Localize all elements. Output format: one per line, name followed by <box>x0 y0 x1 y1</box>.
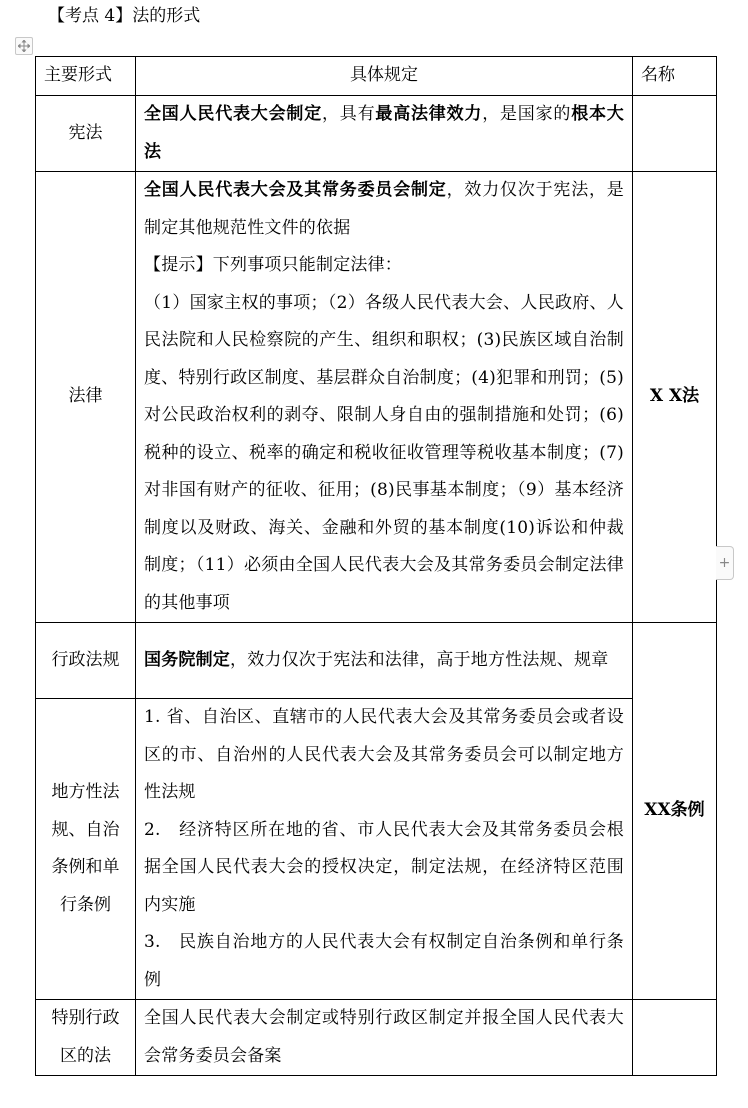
spec-bold: 全国人民代表大会制定 <box>144 104 322 124</box>
spec-cell <box>136 699 633 1000</box>
spec-items: （1）国家主权的事项；（2）各级人民代表大会、人民政府、人民法院和人民检察院的产生、组织和职权；(3)民族区域自治制度、特别行政区制度、基层群众自治制度；(4)犯罪和刑罚；(5)对公民政治权利的剥夺、限制人身自由的强制措施和处罚；(6)税种的设立、税率的确定和税收征收管理等税收基本制度；(7)对非国有财产的征收、征用；(8)民事基本制度；（9）基本经济制度以及财政、海关、金融和外贸的基本制度(10)诉讼和仲裁制度；（11）必须由全国人民代表大会及其常务委员会制定法律的其他事项 <box>144 292 624 613</box>
spec-tip: 【提示】下列事项只能制定法律： <box>144 255 402 275</box>
table-move-handle[interactable] <box>15 37 33 55</box>
form-cell: 行政法规 <box>36 623 136 699</box>
spec-text: ，效力仅次于宪法，是制定其他规范性文件的依据 <box>144 180 625 238</box>
table-row <box>36 96 717 172</box>
form-cell: 特别行政区的法 <box>36 1000 136 1076</box>
add-column-button[interactable] <box>716 546 734 580</box>
law-forms-table <box>35 56 717 1076</box>
plus-icon: + <box>718 555 731 571</box>
table-row <box>36 699 717 1000</box>
spec-bold: 最高法律效力 <box>375 104 483 124</box>
name-cell: X X法 <box>633 172 717 623</box>
name-cell: XX条例 <box>633 623 717 1000</box>
header-name: 名称 <box>633 57 717 96</box>
form-cell: 宪法 <box>36 96 136 172</box>
spec-cell <box>136 172 633 623</box>
spec-bold: 全国人民代表大会及其常务委员会制定 <box>144 180 447 200</box>
spec-cell: 全国人民代表大会制定或特别行政区制定并报全国人民代表大会常务委员会备案 <box>136 1000 633 1076</box>
spec-item: 1. 省、自治区、直辖市的人民代表大会及其常务委员会或者设区的市、自治州的人民代表大会及其常务委员会可以制定地方性法规 <box>144 707 624 802</box>
section-heading: 【考点 4】法的形式 <box>48 6 201 26</box>
name-cell <box>633 1000 717 1076</box>
table-row <box>36 623 717 699</box>
spec-intro <box>144 172 624 247</box>
form-cell: 地方性法规、自治条例和单行条例 <box>36 699 136 1000</box>
spec-cell <box>136 623 633 699</box>
header-form: 主要形式 <box>36 57 136 96</box>
table-row <box>36 1000 717 1076</box>
header-spec: 具体规定 <box>136 57 633 96</box>
spec-bold: 根本大法 <box>144 104 625 162</box>
spec-text: ，具有 <box>322 104 376 124</box>
spec-text: ，是国家的 <box>482 104 572 124</box>
spec-item: 3. 民族自治地方的人民代表大会有权制定自治条例和单行条例 <box>144 932 624 990</box>
name-cell <box>633 96 717 172</box>
spec-text: ，效力仅次于宪法和法律，高于地方性法规、规章 <box>230 649 609 670</box>
spec-cell <box>136 96 633 172</box>
spec-bold: 国务院制定 <box>144 649 230 670</box>
table-row <box>36 172 717 623</box>
form-cell: 法律 <box>36 172 136 623</box>
move-icon <box>18 40 30 52</box>
spec-item: 2. 经济特区所在地的省、市人民代表大会及其常务委员会根据全国人民代表大会的授权决定，制定法规，在经济特区范围内实施 <box>144 819 624 915</box>
table-header-row <box>36 57 717 96</box>
